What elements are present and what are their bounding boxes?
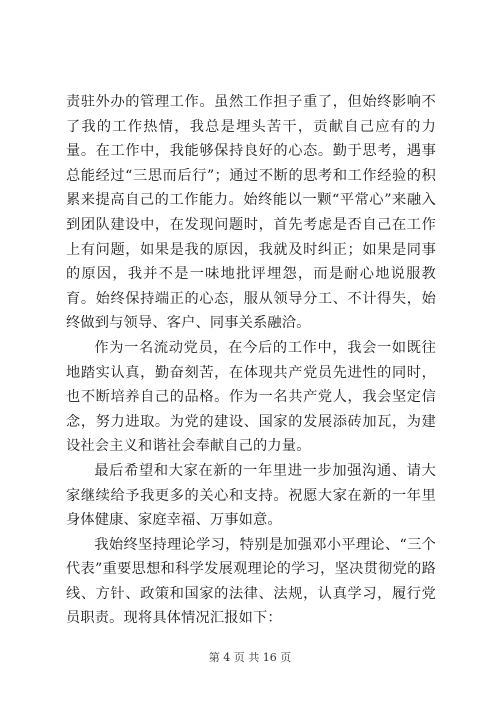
document-body — [66, 90, 436, 631]
paragraph-work-attitude: 责驻外办的管理工作。虽然工作担子重了，但始终影响不了我的工作热情，我总是埋头苦干，贡献自己应有的力量。在工作中，我能够保持良好的心态。勤于思考，遇事总能经过“三思而后行”；通过不断的思考和工作经验的积累来提高自己的工作能力。始终能以一颗“平常心”来融入到团队建设中，在发现问题时，首先考虑是否自己在工作上有问题，如果是我的原因，我就及时纠正；如果是同事的原因，我并不是一味地批评埋怨，而是耐心地说服教育。始终保持端正的心态，服从领导分工、不计得失，始终做到与领导、客户、同事关系融洽。 — [66, 94, 436, 332]
paragraph-wishes: 最后希望和大家在新的一年里进一步加强沟通、请大家继续给予我更多的关心和支持。祝愿大家在新的一年里身体健康、家庭幸福、万事如意。 — [66, 462, 436, 529]
paragraph-theory-study: 我始终坚持理论学习，特别是加强邓小平理论、“三个代表”重要思想和科学发展观理论的学习，坚决贯彻党的路线、方针、政策和国家的法律、法规，认真学习，履行党员职责。现将具体情况汇报如下： — [66, 536, 436, 627]
paragraph-party-member: 作为一名流动党员，在今后的工作中，我会一如既往地踏实认真，勤奋刻苦，在体现共产党员先进性的同时，也不断培养自己的品格。作为一名共产党人，我会坚定信念，努力进取。为党的建设、国家的发展添砖加瓦，为建设社会主义和谐社会奉献自己的力量。 — [66, 339, 436, 455]
page-number-footer: 第 4 页 共 16 页 — [208, 651, 292, 664]
